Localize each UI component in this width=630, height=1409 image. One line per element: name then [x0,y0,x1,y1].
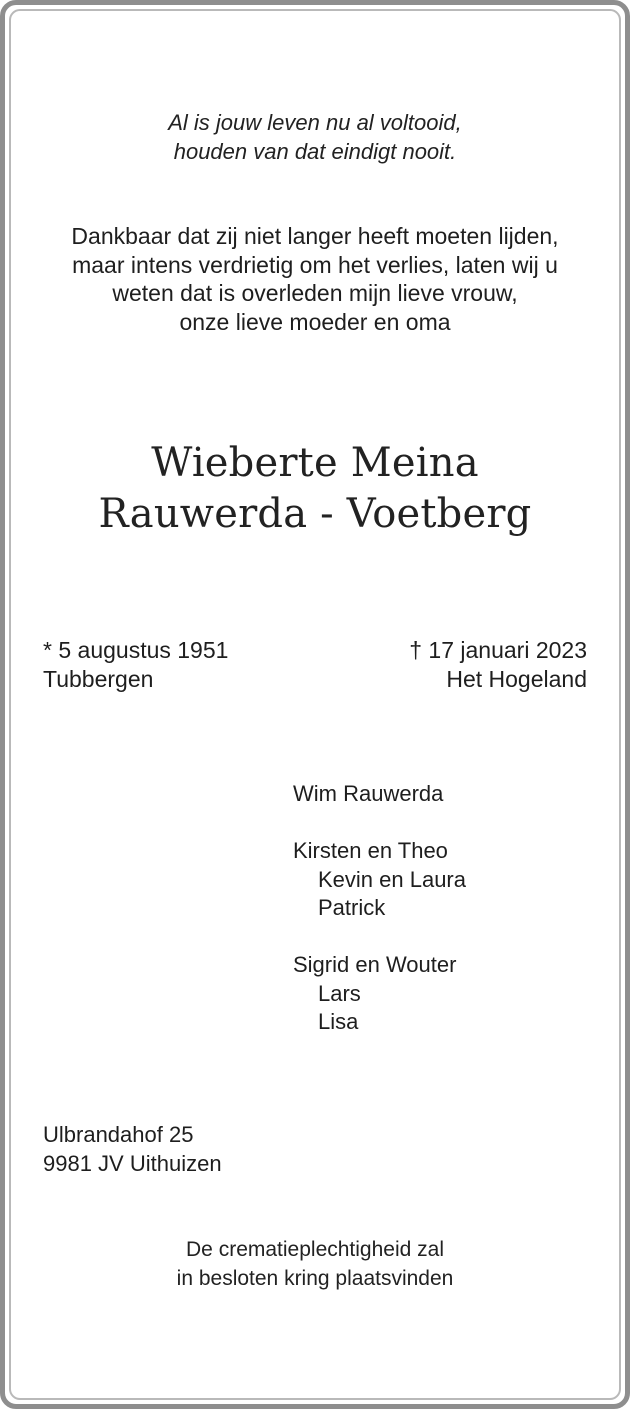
deceased-name-line: Wieberte Meina [151,440,479,486]
ceremony-line: De crematieplechtigheid zal [186,1238,444,1261]
birth-date: * 5 augustus 1951 [43,637,229,663]
announcement-line: maar intens verdrietig om het verlies, laten wij u [72,251,558,278]
announcement-line: weten dat is overleden mijn lieve vrouw, [112,280,518,306]
deceased-name [0,438,630,540]
family-spouse: Wim Rauwerda [293,781,444,806]
birth-info [43,636,228,694]
address-street: Ulbrandahof 25 [43,1122,194,1147]
ceremony-line: in besloten kring plaatsvinden [176,1266,454,1290]
correspondence-address [43,1121,222,1178]
announcement-text [0,222,630,336]
family-list [293,780,466,1037]
death-place: Het Hogeland [446,666,587,692]
family-gap [293,923,466,952]
family-child: Sigrid en Wouter [293,952,457,977]
deceased-name-line: Rauwerda - Voetberg [98,491,532,537]
family-gap [293,809,466,838]
death-date: † 17 januari 2023 [409,637,587,663]
ceremony-note [0,1236,630,1293]
poem [0,108,630,166]
family-grandchild: Lisa [318,1009,359,1034]
announcement-line: Dankbaar dat zij niet langer heeft moeten lijden, [71,223,559,249]
family-grandchild: Kevin en Laura [318,866,466,892]
address-city: 9981 JV Uithuizen [43,1150,222,1176]
family-grandchild: Lars [318,980,361,1006]
family-grandchild: Patrick [318,895,386,920]
family-child: Kirsten en Theo [293,838,448,863]
card-inner-border [9,9,621,1400]
death-info [409,636,587,694]
announcement-line: onze lieve moeder en oma [179,308,451,335]
poem-line: Al is jouw leven nu al voltooid, [168,110,462,135]
poem-line: houden van dat eindigt nooit. [173,139,457,164]
birth-place: Tubbergen [43,666,154,692]
